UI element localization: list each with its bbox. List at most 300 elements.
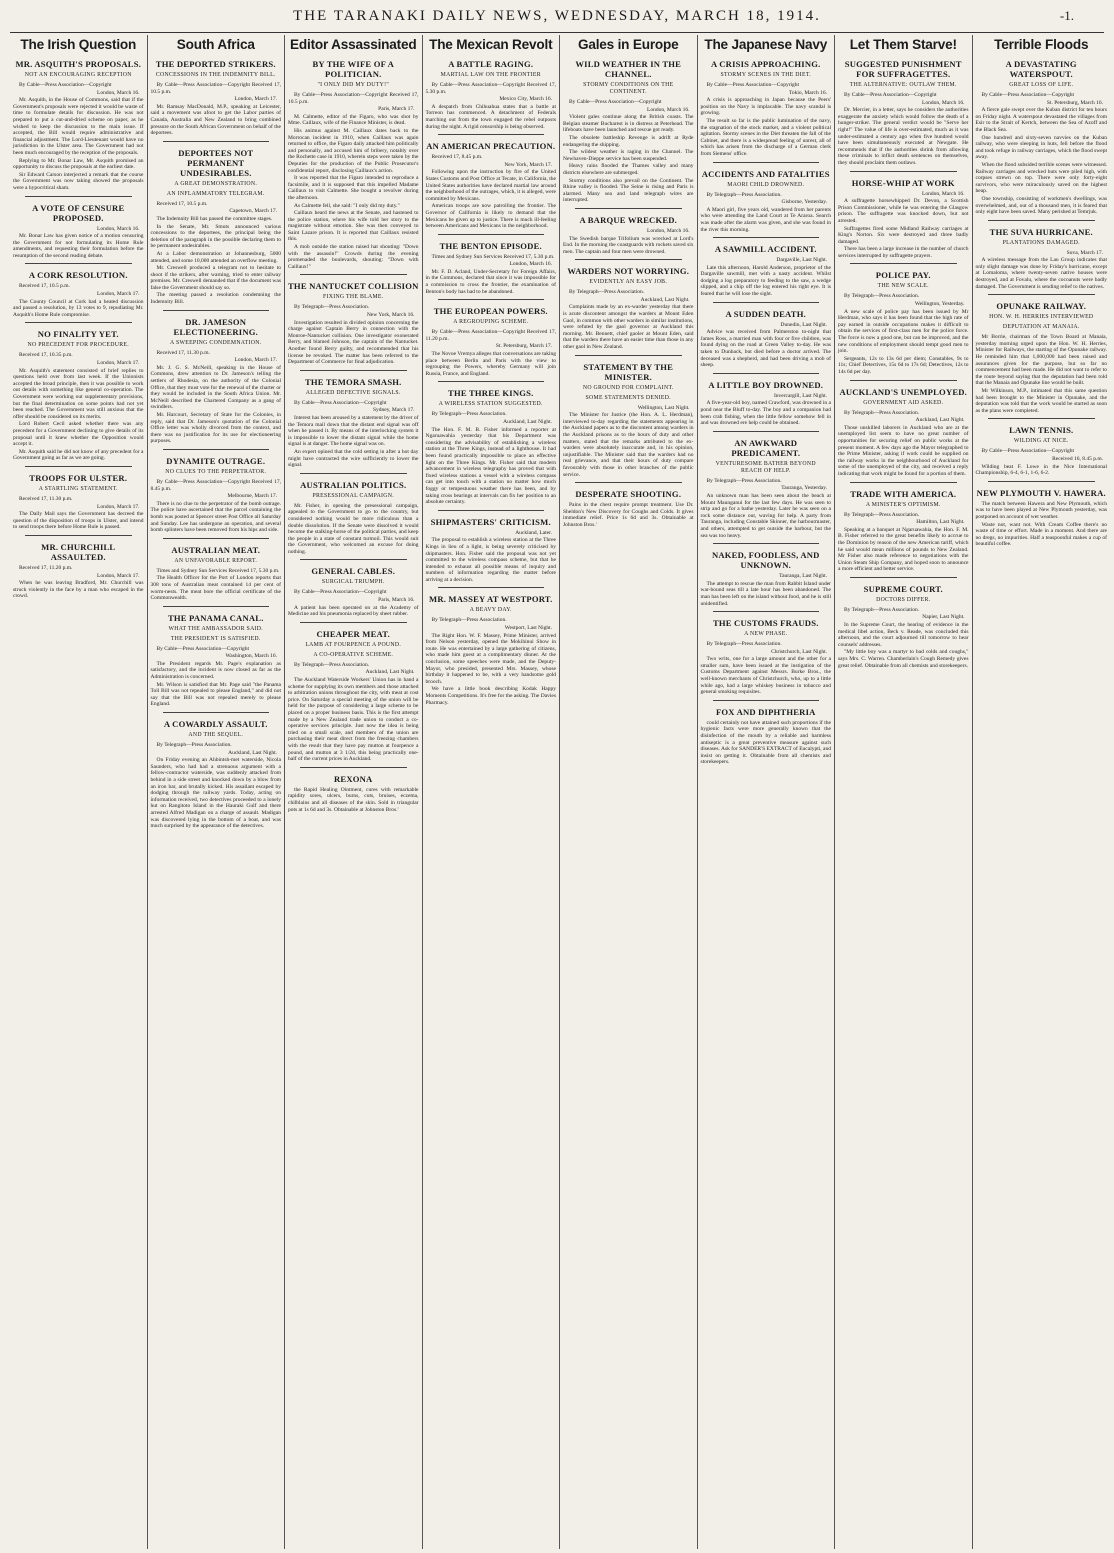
article-credit: By Telegraph—Press Association.: [156, 742, 232, 749]
article-headline: NAKED, FOODLESS, AND UNKNOWN.: [711, 550, 820, 571]
news-article: [13, 263, 144, 318]
article-body: [563, 236, 694, 256]
article-paragraph: Sir Edward Carson interjected a remark that the course the Government was now taking showed the proposals were a hypocritical sham.: [13, 171, 144, 191]
article-paragraph: The President regards Mr. Page's explanation as satisfactory, and the incident is now closed as far as the Administration is concerned.: [150, 660, 281, 681]
article-credit: By Telegraph—Press Association.: [706, 191, 782, 198]
article-subheadline: GREAT LOSS OF LIFE.: [1009, 82, 1074, 88]
article-paragraph: Mr. Ramsay MacDonald, M.P., speaking at Leicester, said a movement was afoot to get the Labor parties of Canada, Australia and New Zealand to bring combined pressure on the South African Government on behalf of the deportees.: [150, 103, 281, 137]
article-body: [288, 503, 419, 556]
news-article: [976, 481, 1108, 548]
news-article: [13, 535, 144, 600]
news-article: [426, 299, 557, 377]
news-article: [701, 237, 832, 298]
article-subheadline: A SWEEPING CONDEMNATION.: [170, 339, 262, 346]
article-rule: [850, 263, 957, 264]
column-banner-headline: The Irish Question: [20, 37, 137, 52]
news-column: [973, 35, 1111, 1549]
article-paragraph: American troops are now patrolling the frontier. The Governor of California is likely to demand that the Mexicans be given up to justice. There is much ill-feeling between Americans and Mexicans in the neighborhood.: [425, 203, 556, 230]
article-body: [151, 757, 282, 830]
article-rule: [850, 380, 957, 381]
article-headline: A VOTE OF CENSURE PROPOSED.: [32, 202, 125, 223]
article-subheadline: NOT AN ENCOURAGING RECEPTION: [24, 72, 132, 78]
news-article: [838, 380, 969, 478]
article-subheadline: EVIDENTLY AN EASY JOB.: [589, 279, 668, 286]
article-paragraph: A fierce gale swept over the Kuban district for ten hours on Friday night. A waterspout devastated the villages from Esir to the Strait of Kertch, between the Sea of Azoff and the Black Sea.: [975, 107, 1107, 133]
article-paragraph: Waste not, want not. With Cream Coffee there's no waste of time or effort. Made in a moment. And there are no dregs, no impurities. Half a teaspoonful makes a cup of beautiful coffee.: [975, 521, 1107, 548]
article-paragraph: Lord Robert Cecil asked whether there was any precedent for a Government declining to give details of its proposal until it knew whether the Opposition would accept it.: [13, 421, 144, 448]
article-paragraph: The wildest weather is raging in the Channel. The Newhaven-Dieppe service has been suspended.: [563, 149, 694, 162]
article-credit: Times and Sydney Sun Services Received 17, 5.30 p.m.: [431, 253, 555, 260]
article-rule: [300, 274, 407, 275]
article-headline: THE THREE KINGS.: [448, 388, 534, 399]
article-credit: By Cable—Press Association—Copyright Received 17, 10.5 p.m.: [288, 92, 419, 105]
article-subheadline: PLANTATIONS DAMAGED.: [1002, 239, 1080, 246]
article-paragraph: The Hon. F. M. B. Fisher informed a reporter at Ngaruawahia yesterday that his Department was considering the advisability of establishing a wireless station at the Three Kings, instead of a lighthouse. It had been found practically impossible to place an effective light on the Three Kings. Mr. Fisher said that modern advancement in wireless telegraphy has proved that with fixed wireless stations a vessel with a wireless compass can get into touch with a station no matter how much foggy or tempestuous weather there has been, and by taking cross bearings at intervals can fix her position to an absolute certainty.: [425, 426, 556, 506]
news-article: [426, 510, 557, 584]
article-rule: [25, 535, 132, 536]
article-body: [426, 537, 557, 583]
article-paragraph: The Swedish barque Trifolium was wrecked at Lord's End. In the morning the coastguards with rockets saved six men. The captain and four men were drowned.: [563, 235, 694, 255]
article-rule: [850, 171, 957, 172]
news-article: [426, 134, 557, 230]
news-article: [288, 559, 419, 617]
article-headline: GENERAL CABLES.: [311, 566, 396, 577]
article-paragraph: One township, consisting of workmen's dwellings, was overwhelmed, and, out of a thousand men, it is feared that only eight have been saved. Many perished at Temrjuk.: [975, 195, 1107, 216]
article-body: [701, 207, 832, 233]
article-credit: By Telegraph—Press Association.: [844, 293, 920, 300]
article-subheadline: FIXING THE BLAME.: [322, 294, 384, 301]
article-subheadline: MAORI CHILD DROWNED.: [727, 181, 805, 188]
article-credit: By Cable—Press Association—Copyright: [706, 82, 800, 88]
column-banner-headline: Editor Assassinated: [290, 37, 417, 52]
article-paragraph: the Rapid Healing Ointment, cures with remarkable rapidity sores, ulcers, burns, cuts, bruises, eczema, chilblains and all diseases of the skin. Sold in triangular pots at 1s 6d and 3s. Obtainable at Johnston Bros.': [288, 786, 419, 813]
article-paragraph: Wilding beat F. Lowe in the Nice International Championship, 6-4, 6-1, 1-6, 6-2.: [975, 463, 1107, 477]
article-paragraph: An unknown man has been seen about the beach at Mount Maunganui for the last few days. He was seen to strip and go for a bathe yesterday. Later he was seen on a rock some distance out, waving for help. A party from Tauranga, including Constable Skinner, the harbourmaster, and others, attempted to get outside the harbour, but the sea was too heavy.: [700, 492, 831, 539]
article-credit: By Cable—Press Association—Copyright: [981, 448, 1075, 455]
news-column: [10, 35, 148, 1549]
article-rule: [25, 466, 132, 467]
article-body: [13, 299, 144, 319]
article-paragraph: Caillaux heard the news at the Senate, and hastened to the police station, where his wife told her story to the magistrate without emotion. She was then conveyed to Saint Lazare prison. It is reported that Caillaux resisted this.: [288, 210, 419, 243]
article-body: [13, 233, 144, 259]
article-paragraph: Interest has been aroused by a statement by the driver of the Temora mail down that the distant end signal was off when he passed it. By means of the interlocking system it is impossible to lower the distant signal while the home signal is at danger. The home signal was on.: [288, 414, 419, 448]
article-dateline: Hamilton, Last Night.: [916, 519, 965, 526]
article-body: [838, 425, 969, 478]
article-paragraph: Late this afternoon, Harold Anderson, proprietor of the Dargaville sawmill, met with a nasty accident. Whilst dodging a log preparatory to feeding to the saw, a wedge slipped, and a chip off the log entered his right eye. It is feared that he will lose the sight.: [700, 264, 831, 298]
article-headline: TROOPS FOR ULSTER.: [29, 472, 128, 483]
article-subheadline: THE NEW SCALE.: [877, 283, 929, 290]
article-paragraph: We have a little book describing Kodak Happy Moments Competitions. It's free for the asking. The Davies Pharmacy.: [425, 686, 556, 706]
article-paragraph: Advice was received from Palmerston to-night that James Ross, a married man with four or five children, was found dying on the road at Green Valley to-day. He was taken to Dunback, but died before a doctor arrived. The deceased was a shepherd, and had been driving a mob of sheep.: [700, 329, 831, 369]
article-rule: [300, 473, 407, 474]
article-body: [701, 97, 832, 157]
article-paragraph: Dr. Mercier, in a letter, says he considers the authorities exaggerate the anxiety which would follow the death of a hunger-striker. The general verdict would be "Serve her right!" The value of life is over-estimated, much as it was under-estimated a century ago when five hundred would have been simultaneously executed at Newgate. He recommends that if the authorities shrink from allowing these criminals to inflict death sentences on themselves, they should proclaim them outlaws.: [838, 107, 969, 166]
news-article: [976, 220, 1108, 291]
article-subheadline: ALLEGED DEFECTIVE SIGNALS.: [305, 389, 401, 396]
news-article: [288, 622, 419, 763]
article-paragraph: The match between Hawera and New Plymouth, which was to have been played at New Plymouth yesterday, was postponed on account of wet weather.: [975, 500, 1107, 520]
news-article: [838, 263, 969, 375]
article-subheadline: DOCTORS DIFFER.: [876, 596, 931, 603]
article-dateline: Received 16, 8.45 p.m.: [1052, 455, 1103, 462]
article-paragraph: Speaking at a banquet at Ngaruawahia, the Hon. F. M. B. Fisher referred to the great benefits likely to accrue to the Dominion by reason of the new American tariff, which he said would mean millions of pounds to New Zealand. Mr Fisher also made reference to negotiations with the Union Steam Ship Company, and hoped soon to announce a more efficient and better service.: [838, 526, 969, 573]
news-article: [563, 355, 694, 479]
article-headline: A BARQUE WRECKED.: [579, 214, 678, 225]
article-subheadline: STORMY SCENES IN THE DIET.: [720, 72, 811, 78]
article-subheadline: NO PRECEDENT FOR PROCEDURE.: [27, 342, 129, 349]
article-headline: A BATTLE RAGING.: [448, 59, 534, 69]
news-article: [13, 322, 144, 462]
article-paragraph: A Maori girl, five years old, wandered from her parents who were attending the Land Court at Te Araroa. Search was made after the alarm was given, and she was found in the river this morning.: [700, 206, 831, 233]
article-paragraph: Following upon the instruction by fire of the United States Customs and Post Office at Tecate, in California, the United States authorities have declared martial law around the neighborhood of the outrages, which, it is alleged, were committed by Mexicans.: [425, 169, 556, 202]
article-rule: [163, 141, 270, 142]
article-body: [563, 304, 694, 350]
article-dateline: St. Petersburg, March 16.: [1046, 99, 1103, 106]
column-banner-headline: Gales in Europe: [578, 37, 679, 52]
article-body: [426, 351, 557, 377]
article-dateline: Invercargill, Last Night.: [773, 392, 827, 399]
article-headline: DR. JAMESON ELECTIONEERING.: [173, 316, 258, 337]
article-rule: [163, 449, 270, 450]
article-credit: By Telegraph—Press Association.: [844, 606, 920, 613]
article-headline: CHEAPER MEAT.: [316, 628, 390, 639]
article-dateline: Wellington, Yesterday.: [914, 301, 965, 308]
article-subheadline: AN UNFAVORABLE REPORT.: [174, 557, 258, 564]
article-headline: THE PANAMA CANAL.: [167, 612, 264, 623]
article-rule: [850, 577, 957, 578]
article-paragraph: Those unskilled laborers in Auckland who are at the unemployed list seem to have no great number of opportunities for securing relief on public works at the present moment. A few days ago the Mayor telegraphed to the Prime Minister, asking if work could be supplied on the railway works in the neighbourhood of Auckland for some of the unemployed of the city, and received a reply indicating that work might be found for a portion of them.: [838, 424, 969, 477]
news-article: [426, 381, 557, 505]
news-article: [701, 162, 832, 234]
article-paragraph: When the flood subsided terrible scenes were witnessed. Railway carriages and wrecked huts were piled high, with corpses strewn on top. There were only forty-eight survivors, who were miraculously saved on the highest heap.: [975, 161, 1107, 195]
article-headline: POLICE PAY.: [875, 270, 931, 281]
article-body: [151, 661, 282, 708]
article-body: [288, 787, 419, 813]
article-body: [288, 605, 419, 618]
article-paragraph: Mr Borrie, chairman of the Town Board at Manaia, yesterday morning urged upon the Hon. W. H. Herries, Minister for Railways, the starting of the Opunake railway. He reminded him that 1,000,000 had been raised and assurances given for the purpose, but so far no commencement had been made. He did not want to refer to the route beyond saying that the deputation had been told that the Manaia and Opunake line would be built.: [975, 334, 1107, 387]
news-article: [976, 59, 1108, 216]
news-article: [838, 482, 969, 573]
column-banner-headline: Terrible Floods: [994, 37, 1089, 52]
article-dateline: Paris, March 17.: [378, 106, 415, 113]
news-article: [151, 538, 282, 602]
article-body: [151, 216, 282, 306]
article-rule: [575, 355, 682, 356]
article-headline: DYNAMITE OUTRAGE.: [166, 455, 266, 466]
article-headline: DESPERATE SHOOTING.: [575, 489, 682, 500]
article-dateline: Auckland, Last Night.: [640, 296, 690, 303]
article-rule: [300, 370, 407, 371]
article-rule: [713, 162, 820, 163]
article-headline: THE TEMORA SMASH.: [304, 376, 402, 387]
article-paragraph: Mr Wilkinson, M.P., intimated that this same question had been brought to the Minister in Opunake, and the deputation was told that the work would be started as soon as the plans were completed.: [975, 388, 1107, 414]
article-dateline: London, March 16.: [647, 227, 690, 234]
article-paragraph: Stormy conditions also prevail on the Continent. The Rhine valley is flooded. The Seine is rising and Paris is alarmed. Many sea and land telegraph wires are interrupted.: [563, 177, 694, 204]
article-dateline: Napier, Last Night.: [922, 614, 965, 621]
article-subheadline: "I ONLY DID MY DUTY!": [317, 82, 390, 88]
article-dateline: Dunedin, Last Night.: [780, 321, 827, 328]
article-headline: BY THE WIFE OF A POLITICIAN.: [312, 59, 395, 79]
article-credit: By Cable—Press Association—Copyright: [294, 399, 387, 406]
news-article: [151, 449, 282, 534]
article-paragraph: The attempt to rescue the man from Rabbit Island under war-bound seas till a late hour has been abandoned. The man has been left on the island without food, and he is still unidentified.: [700, 580, 831, 607]
article-credit: Received 17, 10.5 p.m.: [19, 283, 70, 290]
news-article: [288, 767, 419, 813]
article-body: [151, 501, 282, 534]
article-credit: By Telegraph—Press Association.: [706, 641, 782, 648]
article-headline: WARDERS NOT WORRYING.: [567, 266, 690, 277]
article-credit: By Telegraph—Press Association.: [706, 477, 782, 484]
article-headline: THE SUVA HURRICANE.: [989, 226, 1093, 237]
article-paragraph: There is no clue to the perpetrator of the bomb outrage. The police have ascertained that the parcel containing the bomb was posted at Spencer street Post Office all Saturday and Sunday. Lee has undergone an operation, and several bomb splinters have been removed from his hips and side.: [150, 500, 281, 534]
news-column: [423, 35, 561, 1549]
article-body: [976, 257, 1108, 290]
article-paragraph: In the Senate, Mr. Smuts announced various concessions to the deportees, the principal being the deletion of the paragraph in the possible declaring them to be permanent undesirables.: [150, 223, 281, 250]
article-credit: By Cable—Press Association—Copyright Received 17, 8.45 p.m.: [150, 478, 281, 492]
article-paragraph: The Novoe Vremya alleges that conversations are taking place between Berlin and Paris with the view to regrouping the Powers, whereby Germany will join Russia, France, and England.: [425, 351, 556, 377]
article-rule: [575, 208, 682, 209]
article-body: [13, 97, 144, 191]
article-body: [563, 412, 694, 478]
article-subheadline: A STARTLING STATEMENT.: [38, 485, 118, 492]
article-headline: HORSE-WHIP AT WORK: [851, 177, 955, 188]
article-body: [288, 677, 419, 763]
article-credit: By Cable—Press Association—Copyright: [19, 82, 112, 88]
article-credit: By Telegraph—Press Association.: [844, 409, 920, 416]
news-article: [838, 577, 969, 669]
masthead-title: THE TARANAKI DAILY NEWS, WEDNESDAY, MARCH 18, 1914.: [293, 8, 821, 24]
article-subheadline: CONCESSIONS IN THE INDEMNITY BILL.: [155, 72, 276, 78]
article-rule: [988, 294, 1096, 295]
news-article: [563, 59, 694, 204]
article-paragraph: The County Council at Cork had a heated discussion and passed a resolution, by 13 votes to 9, repudiating Mr. Asquith's Home Rule compromise.: [13, 298, 144, 318]
article-rule: [575, 259, 682, 260]
article-body: [976, 107, 1108, 216]
article-paragraph: A mob outside the station raised hat shouting: "Down with the assassin!" Crowds during the evening promenaded the boulevards, shouting: "Down with Caillaux!": [288, 244, 419, 270]
article-headline: STATEMENT BY THE MINISTER.: [583, 361, 674, 382]
article-body: [151, 365, 282, 445]
article-dateline: Melbourne, March 17.: [227, 493, 277, 500]
column-banner-headline: The Japanese Navy: [704, 37, 828, 52]
article-headline: A SUDDEN DEATH.: [725, 308, 806, 319]
article-credit: By Telegraph—Press Association.: [569, 289, 645, 296]
article-headline: AUSTRALIAN MEAT.: [171, 544, 261, 555]
article-paragraph: An expert opined that the cold setting in after a hot day might have contracted the wire sufficiently to lower the signal.: [288, 448, 419, 469]
article-body: [288, 320, 419, 366]
article-subheadline: MARTIAL LAW ON THE FRONTIER: [440, 72, 541, 78]
article-paragraph: The Minister for Justice (the Hon. A. L. Herdman), interviewed to-day regarding the statements appearing in the Auckland papers as to the discontent among warders in the Auckland prisons as to the hours of duty and other matters, stated that the remarks attributed to the ex-warders were absolutely inaccurate and, in his opinion, unjustifiable. The Minister said that the warders had no real grievance, and that their hours of duty compare favourably with those in other branches of the public service.: [563, 412, 694, 478]
news-article: [563, 259, 694, 350]
article-headline: A CRISIS APPROACHING.: [711, 59, 821, 69]
article-credit: By Cable—Press Association—Copyright Received 17, 5.30 p.m.: [425, 82, 556, 95]
article-paragraph: The Auckland Waterside Workers' Union has in hand a scheme for supplying its own members and those attached to arbitration unions throughout the city, with meat at cost price. On Saturday a special meeting of the union will be held for the purpose of considering a large scheme to be placed on a proper business basis. This is the first attempt made by a New Zealand trade union to conduct a co-operative services principle. Just now the idea is being tried on a small scale, and members of the union are purchasing their meat direct from the freezing chambers with the result that they have pay mutton at fourpence a pound, and mutton at 3 1/2d, this being practically one-half of the current prices in Auckland.: [288, 677, 419, 763]
article-paragraph: A suffragette horsewhipped Dr. Devon, a Scottish Prison Commissioner, while he was entering the Glasgow prison. The suffragette was knocked down, but not arrested.: [838, 198, 969, 224]
article-rule: [25, 196, 132, 197]
article-dateline: Capetown, March 17.: [229, 208, 277, 215]
article-paragraph: Mr. Asquith's statement consisted of brief replies to questions held over from last week. If the Unionists accepted the broad principle, then it was possible to work out details with something like general co-operation. The Government were working out supplementary provisions, but the final determination on some points had not yet been reached. The Government was still anxious that the offer should be considered on its merits.: [13, 367, 144, 420]
article-subheadline: VENTURESOME BATHER BEYOND REACH OF HELP.: [715, 460, 816, 474]
article-rule: [300, 767, 407, 768]
article-headline: WILD WEATHER IN THE CHANNEL.: [575, 59, 682, 79]
article-dateline: London, March 17.: [234, 357, 277, 364]
article-headline: NEW PLYMOUTH V. HAWERA.: [976, 487, 1106, 498]
news-article: [701, 373, 832, 427]
news-article: [288, 370, 419, 469]
article-headline: MR. MASSEY AT WESTPORT.: [429, 594, 553, 605]
article-credit: By Cable—Press Association—Copyright Received 17, 10.5 p.m.: [150, 82, 281, 95]
article-rule: [988, 220, 1096, 221]
article-body: [976, 334, 1108, 414]
article-dateline: St. Petersburg, March 17.: [495, 343, 552, 350]
article-body: [976, 464, 1108, 477]
article-body: [701, 329, 832, 369]
article-credit: Received 17, 11.20 p.m.: [19, 564, 73, 571]
article-credit: By Telegraph—Press Association.: [294, 304, 370, 311]
article-paragraph: The Health Officer for the Port of London reports that 308 tons of Australian meat contained 14 per cent of worm-nests. The meat bore the official certificate of the Commonwealth.: [150, 575, 281, 602]
article-rule: [438, 587, 545, 588]
news-article: [13, 196, 144, 260]
news-article: [426, 59, 557, 130]
article-paragraph: Two writs, one for a large amount and the other for a smaller sum, have been issued at the instigation of the Customs Department against Messrs. Burke Bros., the well-known merchants of Christchurch, who, up to a little while ago, had a large whiskey business in tobacco and general smoking requisites.: [700, 656, 831, 696]
article-dateline: London, March 16.: [97, 225, 140, 232]
news-article: [288, 59, 419, 270]
article-paragraph: The obsolete battleship Revenge is adrift at Ryde endangering the shipping.: [563, 134, 694, 148]
article-dateline: Sydney, March 17.: [373, 407, 415, 414]
news-article: [976, 294, 1108, 414]
article-credit: By Cable—Press Association—Copyright Received 17, 11.20 p.m.: [425, 329, 556, 342]
article-credit: By Cable—Press Association—Copyright: [156, 645, 250, 652]
article-paragraph: Sergeants, 12s to 13s 6d per diem; Constables, 9s to 11s; Chief Detectives, 15s 6d to 17s 6d; Detectives, 12s to 14s 6d per day.: [838, 355, 969, 375]
article-paragraph: Mr. Creswell produced a telegram not to hesitate to shoot if the strikers, after warning, tried to enter railway premises. Mr. Creswell demanded that if the document was false the Government should say so.: [150, 265, 281, 291]
article-subheadline: A BEAVY DAY.: [469, 607, 512, 614]
article-credit: Received 17, 10.35 p.m.: [19, 352, 73, 359]
article-dateline: Auckland, Last Night.: [228, 749, 277, 756]
column-banner-headline: South Africa: [176, 37, 255, 52]
article-headline: THE BENTON EPISODE.: [439, 240, 542, 251]
article-headline: THE CUSTOMS FRAUDS.: [712, 618, 819, 629]
article-headline: SUGGESTED PUNISHMENT FOR SUFFRAGETTES.: [844, 59, 962, 79]
article-paragraph: Heavy rains flooded the Thames valley and many districts elsewhere are submerged.: [563, 163, 694, 176]
article-headline: AUCKLAND'S UNEMPLOYED.: [839, 386, 968, 397]
article-dateline: Wellington, Last Night.: [637, 404, 690, 411]
news-article: [563, 482, 694, 528]
article-rule: [850, 482, 957, 483]
article-subheadline: DEPUTATION AT MANAIA.: [1002, 324, 1080, 331]
article-dateline: Dargaville, Last Night.: [776, 257, 827, 264]
article-subheadline: LAMB AT FOURPENCE A POUND.: [305, 641, 402, 648]
article-paragraph: Complaints made by an ex-warder yesterday that there is acute discontent amongst the warders at Mount Eden Gaol, in common with other warders in similar institutions, were refuted by the gaol governor at Auckland this morning. Mr. Bennett, chief gaoler at Mount Eden, said that the warders there have an easier time than those in any other gaol in New Zealand.: [563, 304, 694, 351]
article-credit: Received 17, 8.45 p.m.: [431, 154, 483, 161]
news-column: [698, 35, 836, 1549]
article-headline: ACCIDENTS AND FATALITIES: [701, 168, 830, 179]
news-column: [835, 35, 973, 1549]
article-body: [701, 400, 832, 426]
article-paragraph: "My little boy was a martyr to bad colds and coughs," says Mrs. C. Warren. Chamberlain's Cough Remedy gives great relief. Obtainable from all chemists and storekeepers.: [838, 649, 969, 669]
article-dateline: London, March 16.: [922, 190, 965, 197]
article-subheadline: STORMY CONDITIONS ON THE CONTINENT.: [583, 82, 674, 95]
news-article: [151, 712, 282, 830]
article-credit: Received 17, 10.5 p.m.: [156, 200, 208, 207]
article-body: [13, 511, 144, 531]
article-paragraph: One hundred and sixty-seven navvies on the Kuban railway, who were sleeping in huts, fell before the flood and took refuge in railway carriages, which the flood swept away.: [975, 134, 1107, 161]
article-body: [426, 427, 557, 506]
article-subheadline: AND THE SEQUEL.: [188, 732, 244, 739]
article-dateline: New York, March 16.: [366, 312, 415, 319]
article-subheadline: A MINISTER'S OPTIMISM.: [865, 501, 941, 508]
article-headline: OPUNAKE RAILWAY.: [996, 301, 1087, 312]
news-article: [838, 59, 969, 167]
article-paragraph: Mr. F. D. Acland, Under-Secretary for Foreign Affairs, in the Commons, declared that since it was impossible for a commission to cross the frontier, the examination of Benton's body has had to be abandoned.: [425, 268, 556, 295]
article-headline: THE NANTUCKET COLLISION: [288, 281, 419, 292]
article-dateline: Christchurch, Last Night.: [771, 648, 827, 655]
article-rule: [438, 381, 545, 382]
news-article: [13, 466, 144, 531]
article-dateline: London, March 17.: [97, 360, 140, 367]
article-body: [151, 104, 282, 137]
news-article: [151, 310, 282, 445]
article-paragraph: The meeting passed a resolution condemning the Indemnity Bill.: [150, 292, 281, 306]
article-headline: MR. ASQUITH'S PROPOSALS.: [15, 59, 142, 69]
article-paragraph: When he was leaving Bradford, Mr. Churchill was struck violently in the face by a man who escaped in the crowd.: [13, 580, 144, 600]
article-credit: By Cable—Press Association—Copyright: [294, 589, 387, 596]
article-dateline: Auckland, Last Night.: [365, 669, 415, 676]
news-article: [151, 606, 282, 708]
article-headline: MR. CHURCHILL ASSAULTED.: [41, 541, 116, 562]
news-article: [701, 431, 832, 539]
article-body: [426, 104, 557, 130]
article-paragraph: A new scale of police pay has been issued by Mr Herdman, who says it has been found that the high rate of pay earned in outside occupations makes it difficult to obtain the services of first-class men for the police force. The force is now a good one, but can be improved, and the new conditions of employment should tempt good men to join.: [838, 308, 969, 355]
article-dateline: London, March 16.: [509, 261, 552, 268]
article-headline: DEPORTEES NOT PERMANENT UNDESIRABLES.: [178, 147, 254, 178]
news-article: [701, 302, 832, 369]
article-paragraph: Investigation resulted in divided opinion concerning the charge against Captain Berry in connection with the Monroe-Nantucket collision. One investigator exonerated Berry, and blamed Johnson, the captain of the Nantucket. Another found Berry guilty, and recommended that his license be revoked. The matter has been referred to the Department of Commerce for final adjudication.: [288, 319, 419, 366]
article-rule: [163, 310, 270, 311]
article-credit: By Cable—Press Association—Copyright: [844, 92, 937, 98]
column-banner-headline: The Mexican Revolt: [429, 37, 553, 52]
article-dateline: New York, March 17.: [504, 161, 552, 168]
article-headline: A COWARDLY ASSAULT.: [163, 719, 268, 730]
article-headline: SUPREME COURT.: [863, 583, 943, 594]
news-article: [701, 543, 832, 607]
news-article: [563, 208, 694, 255]
article-paragraph: Mr. J. G. S. McNeill, speaking in the House of Commons, drew attention to Dr. Jameson's telling the settlers of Rhodesia, on the authority of the Colonial Office, that they must vote for the renewal of the charter or they would be included in the South Africa Union. Mr. McNeill described the Chartered Company as a gang of swindlers.: [150, 364, 281, 411]
article-headline: NO FINALITY YET.: [37, 329, 119, 340]
article-paragraph: His animus against M. Caillaux dates back to the Morrocan incident in 1910, when Caillaux was again returned to office, the Figaro daily attacked him politically and personally, and accused him of bribery, notably over the Rochette case in 1910, wherein steps were taken by the Deputies for the production of the Public Prosecutor's confidential report, disclosing Caillaux's action.: [288, 127, 419, 174]
article-subheadline: NO CLUES TO THE PERPETRATOR.: [165, 468, 267, 475]
article-rule: [438, 510, 545, 511]
article-paragraph: On Friday evening an Ahbintsh-met waterside, Nicola Saunders, who had had a strenuous argument with a fellow-contractor waterside, was suddenly attacked from behind in a side street and knocked down by a blow from an iron bar, and brutally kicked. His assailant escaped by dodging through the railway yards. Today, acting on information received, two detectives proceeded to a lonely hut on Rangitoto Island in the Hauraki Gulf and there arrested Alfred Madigan on a charge of assault. Madigan was discovered lying in the bottom of a boat, and was much surprised by the appearance of the detectives.: [150, 757, 281, 830]
article-paragraph: could certainly not have attained such proportions if the hygienic facts were more generally known that the disinfection of the mouth by a reliable and harmless antiseptic is a great preventive measure against such diseases. Ask for SANDER'S EXTRACT of Eucalypti, and insist on getting it. Obtainable from all chemists and storekeepers.: [700, 719, 831, 766]
article-headline: A SAWMILL ACCIDENT.: [714, 244, 817, 255]
article-credit: By Telegraph—Press Association.: [294, 661, 370, 668]
article-dateline: Auckland, Later.: [515, 529, 552, 536]
article-body: [288, 114, 419, 271]
article-headline: LAWN TENNIS.: [1009, 425, 1074, 436]
news-article: [13, 59, 144, 192]
article-headline: AUSTRALIAN POLITICS.: [300, 479, 407, 490]
article-body: [426, 169, 557, 229]
article-dateline: Gisborne, Yesterday.: [781, 199, 827, 206]
article-dateline: London, March 17.: [97, 503, 140, 510]
article-subheadline: SURGICAL TRIUMPH.: [321, 579, 385, 586]
article-subheadline: A WIRELESS STATION SUGGESTED.: [438, 401, 543, 408]
article-subheadline: THE ALTERNATIVE: OUTLAW THEM.: [849, 82, 957, 88]
article-paragraph: The Right Hon. W. F. Massey, Prime Minister, arrived from Nelson yesterday, opened the Mokihinui Show in route. He was entertained by a large gathering of citizens, who made him guest at a complimentary dinner. At the conclusion, some speeches were made, and the Deputy-Mayor, who presided, presented Mrs. Massey, whose birthday it happened to be, with a very handsome gold brooch.: [425, 632, 556, 685]
article-rule: [575, 482, 682, 483]
article-body: [701, 265, 832, 298]
article-headline: REXONA: [334, 773, 373, 784]
article-subheadline: A CO-OPERATIVE SCHEME.: [313, 651, 394, 658]
